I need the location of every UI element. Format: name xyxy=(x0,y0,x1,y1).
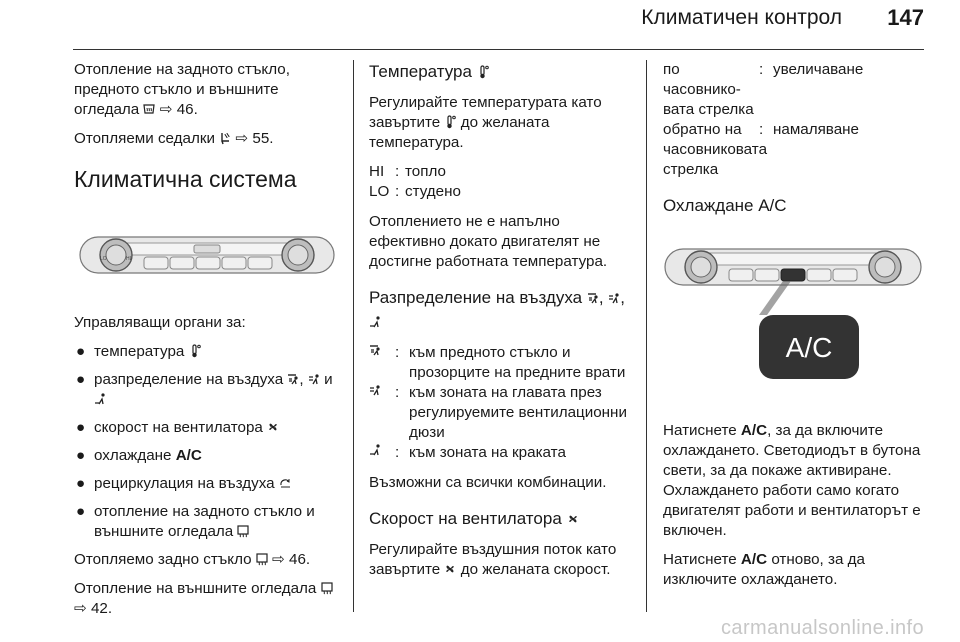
fan-icon xyxy=(444,562,456,576)
list-item: ● скорост на вентилатора xyxy=(74,418,346,438)
list-item: ● отопление на задното стъкло и външните огледала xyxy=(76,503,315,540)
list-item: ● рециркулация на въздуха xyxy=(74,474,346,494)
temperature-icon xyxy=(189,344,201,358)
rear-defrost-icon xyxy=(321,581,333,595)
rear-defrost-icon xyxy=(256,552,268,566)
fan-icon xyxy=(267,420,279,434)
section-heading-climate-system: Климатична система xyxy=(74,166,297,192)
ac-press-on-text: Натиснете A/C, за да включите охлаждането. Светодиодът в бутона свети, за да покаже активиране. Охлаждането работи само когато двигателят работи и вентилаторът е включен. xyxy=(663,422,921,539)
heated-seat-icon xyxy=(219,131,231,145)
paragraph-rear-window-heating: Отопление на задното стъкло, предното стъкло и външните огледала ⇨ 46. xyxy=(74,61,290,118)
air-windscreen-icon xyxy=(369,343,381,357)
reference-arrow-icon: ⇨ xyxy=(272,551,285,568)
page-reference-link[interactable]: 42. xyxy=(90,600,113,617)
temperature-knob-left[interactable] xyxy=(100,239,132,271)
air-distribution-table xyxy=(369,343,635,463)
fan-speed-text: Регулирайте въздушния поток като завъртите до желаната скорост. xyxy=(369,541,617,578)
chapter-title: Климатичен контрол xyxy=(641,6,842,29)
column-divider-1 xyxy=(353,60,354,612)
air-head-icon xyxy=(308,372,320,386)
temperature-text: Регулирайте температурата като завъртите до желаната температура. xyxy=(369,94,602,151)
climate-panel-image xyxy=(78,227,336,283)
knob-label-hi: HI xyxy=(126,256,131,262)
fan-icon xyxy=(567,512,579,526)
knob-label-lo: LO xyxy=(100,256,107,262)
table-row: : към предното стъкло и прозорците на предните врати xyxy=(369,343,635,383)
temperature-table xyxy=(369,162,635,202)
header-rule xyxy=(73,49,924,50)
panel-button[interactable] xyxy=(170,257,194,269)
list-item: ● разпределение на въздуха , и xyxy=(74,370,346,410)
air-feet-icon xyxy=(94,392,106,406)
column-2 xyxy=(369,60,635,589)
paragraph-heated-seats: Отопляеми седалки ⇨ 55. xyxy=(74,130,274,147)
temperature-icon xyxy=(444,115,456,129)
list-item: ● температура xyxy=(74,342,346,362)
temperature-heading: Температура xyxy=(369,60,635,84)
reference-arrow-icon: ⇨ xyxy=(159,101,173,118)
reference-arrow-icon: ⇨ xyxy=(235,130,249,147)
column-1 xyxy=(74,60,346,628)
ac-label: A/C xyxy=(175,447,202,464)
air-feet-icon xyxy=(369,443,381,457)
heating-note: Отоплението не е напълно ефективно докато двигателят не достигне работната температура. xyxy=(369,213,608,270)
reference-arrow-icon: ⇨ xyxy=(74,600,87,617)
combination-note: Възможни са всички комбинации. xyxy=(369,474,607,491)
ac-label: A/C xyxy=(740,422,768,439)
air-feet-icon xyxy=(369,315,381,329)
table-row: : към зоната на краката xyxy=(369,443,635,463)
controls-list xyxy=(74,342,346,542)
ac-button-image xyxy=(663,235,923,385)
controls-intro: Управляващи органи за: xyxy=(74,314,246,331)
column-3 xyxy=(663,60,933,599)
table-row: LO : студено xyxy=(369,183,461,200)
air-windscreen-icon xyxy=(287,372,299,386)
panel-button[interactable] xyxy=(248,257,272,269)
table-row: : към зоната на главата през регулируемите вентилационни дюзи xyxy=(369,383,635,443)
air-head-icon xyxy=(369,383,381,397)
paragraph-rear-window: Отопляемо задно стъкло ⇨ 46. xyxy=(74,551,311,568)
fan-knob-right[interactable] xyxy=(282,239,314,271)
air-head-icon xyxy=(608,291,620,305)
rear-defrost-icon xyxy=(237,524,249,538)
recirculation-icon xyxy=(279,476,291,490)
column-divider-2 xyxy=(646,60,647,612)
fan-speed-heading: Скорост на вентилатора xyxy=(369,507,635,531)
table-row: обратно на часовниковата стрелка : намаляване xyxy=(663,121,859,178)
panel-button[interactable] xyxy=(222,257,246,269)
defrost-windscreen-icon xyxy=(143,102,155,116)
panel-button[interactable] xyxy=(144,257,168,269)
paragraph-mirror-heating: Отопление на външните огледала ⇨ 42. xyxy=(74,579,346,619)
page-number: 147 xyxy=(887,5,924,30)
rotation-table xyxy=(663,60,933,180)
ac-zoom-label: A/C xyxy=(785,332,833,363)
panel-button[interactable] xyxy=(196,257,220,269)
page-reference-link[interactable]: 46. xyxy=(289,551,311,568)
air-distribution-heading: Разпределение на въздуха , , xyxy=(369,286,635,334)
page-reference-link[interactable]: 46. xyxy=(176,101,198,118)
ac-label: A/C xyxy=(740,551,768,568)
air-windscreen-icon xyxy=(587,291,599,305)
table-row: HI : топло xyxy=(369,163,446,180)
temperature-icon xyxy=(477,65,489,79)
watermark: carmanualsonline.info xyxy=(721,617,924,639)
list-item: ● охлаждане A/C xyxy=(76,447,202,464)
cooling-heading: Охлаждане A/C xyxy=(663,196,787,215)
ac-press-off-text: Натиснете A/C отново, за да изключите охлаждането. xyxy=(663,551,865,588)
table-row: по часовнико-вата стрелка : увеличаване xyxy=(663,61,864,118)
page-reference-link[interactable]: 55. xyxy=(252,130,274,147)
ac-panel-button[interactable] xyxy=(781,269,805,281)
